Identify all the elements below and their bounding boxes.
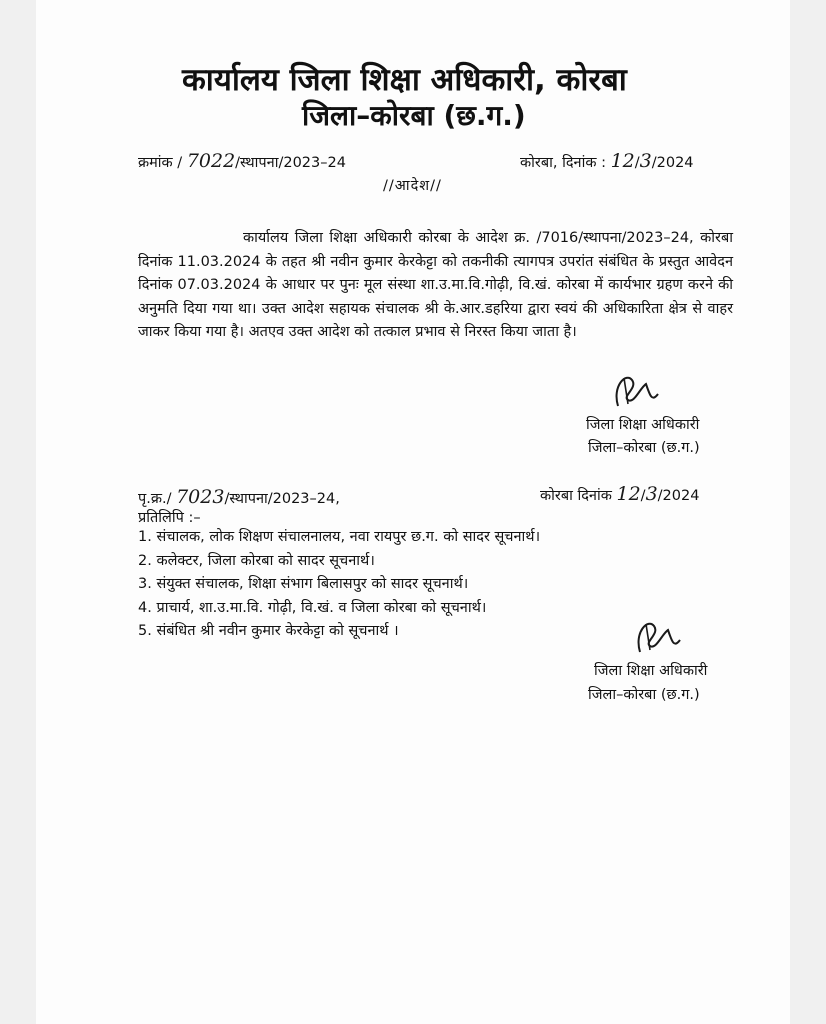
endorsement-number-line (138, 486, 340, 508)
recipient-list (138, 526, 540, 644)
endorsement-date-day: 12 (616, 483, 641, 505)
order-date-year: /2024 (651, 155, 694, 171)
signature1-title: जिला शिक्षा अधिकारी (586, 417, 700, 433)
order-date-month: 3 (639, 150, 652, 172)
copy-to-label: प्रतिलिपि :– (138, 510, 201, 526)
endorsement-date-year: /2024 (657, 488, 700, 504)
office-title: कार्यालय जिला शिक्षा अधिकारी, कोरबा (182, 62, 627, 98)
order-heading: //आदेश// (383, 178, 442, 194)
district-title: जिला–कोरबा (छ.ग.) (302, 99, 526, 132)
endorsement-date-month: 3 (645, 483, 658, 505)
officer-signature-2 (630, 612, 690, 662)
recipient-item: 4. प्राचार्य, शा.उ.मा.वि. गोढ़ी, वि.खं. व जिला कोरबा को सूचनार्थ। (138, 599, 487, 616)
endorsement-date-line: कोरबा दिनांक 12/3/2024 (540, 483, 700, 505)
order-number-handwritten: 7022 (186, 150, 236, 172)
order-body-text: कार्यालय जिला शिक्षा अधिकारी कोरबा के आदेश क्र. /7016/स्थापना/2023–24, कोरबा दिनांक 11.03.2024 के तहत श्री नवीन कुमार केरकेट्टा को तकनीकी त्यागपत्र उपरांत संबंधित के प्रस्तुत आवेदन दिनांक 07.03.2024 के आधार पर पुनः मूल संस्था शा.उ.मा.वि.गोढ़ी, वि.खं. कोरबा में कार्यभार ग्रहण करने की अनुमति दिया गया था। उक्त आदेश सहायक संचालक श्री के.आर.डहरिया द्वारा स्वयं की अधिकारिता क्षेत्र से वाहर जाकर किया गया है। अतएव उक्त आदेश को तत्काल प्रभाव से निरस्त किया जाता है। (138, 230, 733, 340)
order-number-label: क्रमांक / (138, 155, 183, 171)
recipient-item: 5. संबंधित श्री नवीन कुमार केरकेट्टा को सूचनार्थ । (138, 623, 399, 639)
order-date-line: कोरबा, दिनांक : 12/3/2024 (520, 150, 694, 172)
endorsement-number-handwritten: 7023 (176, 486, 225, 508)
order-body-paragraph (138, 227, 733, 345)
order-place-date-label: कोरबा, दिनांक : (520, 155, 606, 171)
endorsement-number-suffix: /स्थापना/2023–24, (224, 491, 340, 507)
order-date-day: 12 (610, 150, 635, 172)
recipient-item: 2. कलेक्टर, जिला कोरबा को सादर सूचनार्थ। (138, 552, 375, 569)
signature1-district: जिला–कोरबा (छ.ग.) (588, 440, 700, 456)
officer-signature-1 (608, 366, 668, 416)
recipient-item: 1. संचालक, लोक शिक्षण संचालनालय, नवा रायपुर छ.ग. को सादर सूचनार्थ। (138, 529, 541, 545)
signature2-title: जिला शिक्षा अधिकारी (594, 663, 708, 679)
recipient-item: 3. संयुक्त संचालक, शिक्षा संभाग बिलासपुर को सादर सूचनार्थ। (138, 576, 469, 592)
signature2-district: जिला–कोरबा (छ.ग.) (588, 687, 700, 703)
endorsement-number-label: पृ.क्र./ (138, 491, 172, 507)
order-number-suffix: /स्थापना/2023–24 (235, 155, 346, 171)
endorsement-place-date-label: कोरबा दिनांक (540, 488, 612, 504)
order-number-line (138, 150, 346, 172)
